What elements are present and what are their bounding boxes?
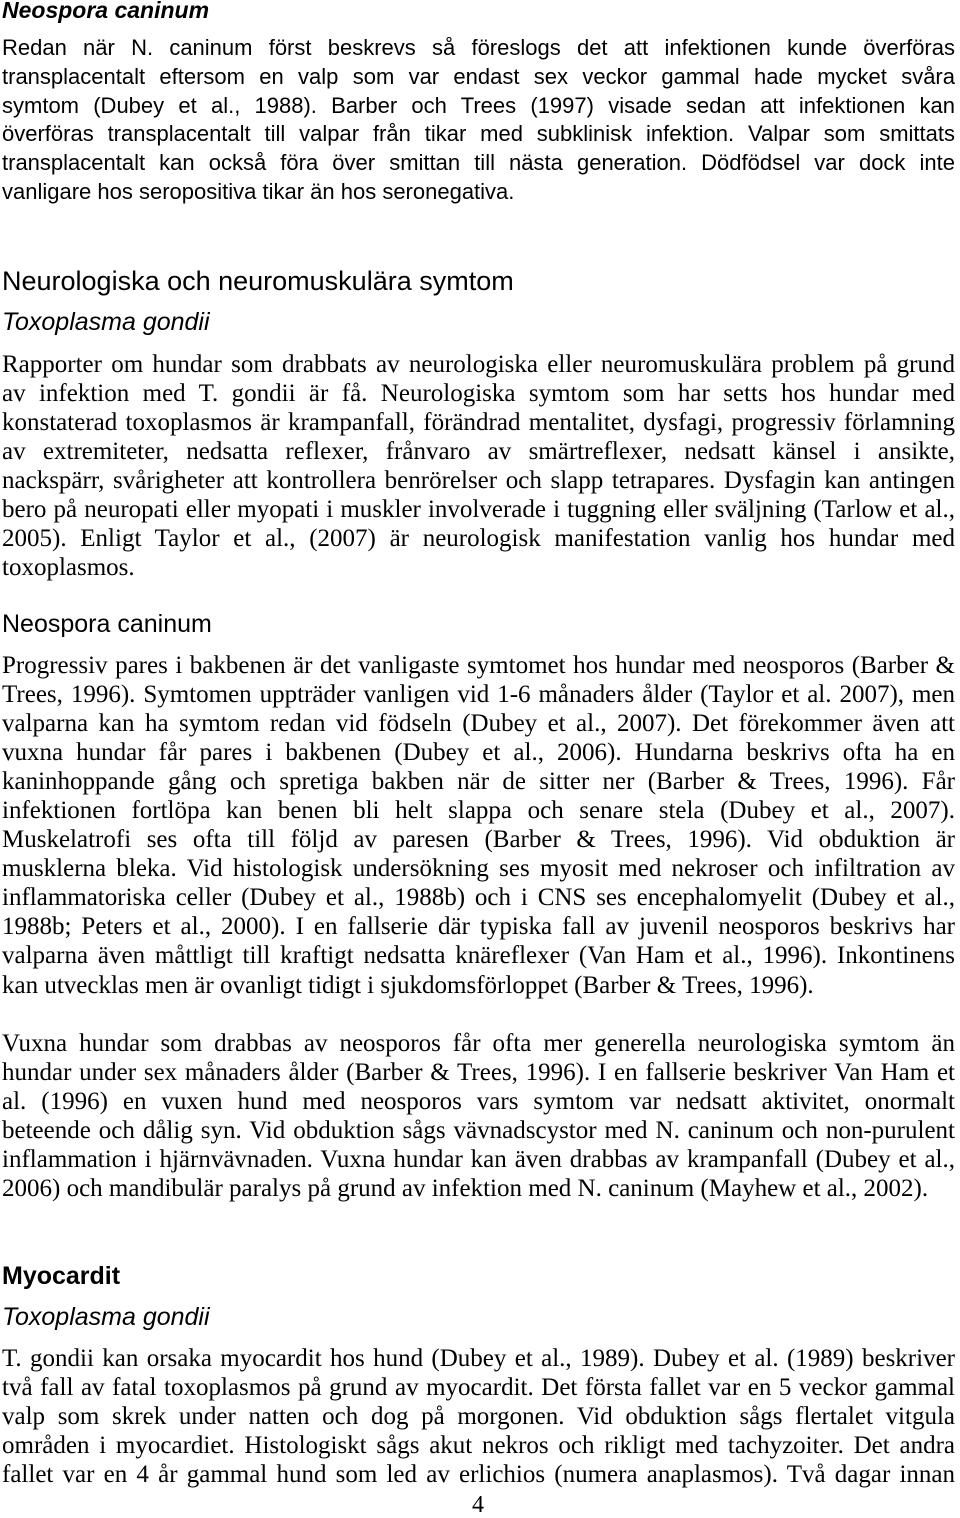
text-line: konstaterad toxoplasmos är krampanfall, förändrad mentalitet, dysfagi, progressiv förlamning xyxy=(2,408,955,436)
text-line: valparna kan ha symtom redan vid födseln (Dubey et al., 2007). Det förekommer även att xyxy=(2,709,955,737)
text-line: 1988b; Peters et al., 2000). I en fallserie där typiska fall av juvenil neosporos beskrivs har xyxy=(2,913,955,941)
section-heading-neurological-symptoms: Neurologiska och neuromuskulära symtom xyxy=(2,266,514,296)
text-line: två fall av fatal toxoplasmos på grund av myocardit. Det första fallet var en 5 veckor gammal xyxy=(2,1373,955,1401)
text-line: kaninhoppande gång och spretiga bakben när de sitter ner (Barber & Trees, 1996). Får xyxy=(2,767,955,795)
text-line: toxoplasmos. xyxy=(2,554,135,582)
text-line: infektionen fortlöpa kan benen bli helt slappa och senare stela (Dubey et al., 2007). xyxy=(2,796,955,824)
text-line: musklerna bleka. Vid histologisk undersökning ses myosit med nekroser och infiltration av xyxy=(2,855,955,883)
text-line: hundar under sex månaders ålder (Barber & Trees, 1996). I en fallserie beskriver Van Ham et xyxy=(2,1058,955,1086)
text-line: vanligare hos seropositiva tikar än hos seronegativa. xyxy=(2,178,515,204)
text-line: av extremiteter, nedsatta reflexer, frånvaro av smärtreflexer, nedsatt känsel i ansikte, xyxy=(2,437,955,465)
text-line: områden i myocardiet. Histologiskt sågs akut nekros och rikligt med tachyzoiter. Det andra xyxy=(2,1431,955,1459)
text-line: valp som skrek under natten och dog på morgonen. Vid obduktion sågs flertalet vitgula xyxy=(2,1402,955,1430)
text-line: 2006) och mandibulär paralys på grund av infektion med N. caninum (Mayhew et al., 2002). xyxy=(2,1174,929,1202)
text-line: överföras transplacentalt till valpar från tikar med subklinisk infektion. Valpar som smittats xyxy=(2,121,955,147)
text-line: Progressiv pares i bakbenen är det vanligaste symtomet hos hundar med neosporos (Barber & xyxy=(2,651,955,679)
paragraph-transplacental-transmission xyxy=(2,34,955,207)
text-line: Rapporter om hundar som drabbats av neurologiska eller neuromuskulära problem på grund xyxy=(2,350,955,378)
page-number: 4 xyxy=(472,1492,484,1518)
text-line: bero på neuropati eller myopati i muskler involverade i tuggning eller sväljning (Tarlow et al., xyxy=(2,495,955,523)
subheading-neospora-caninum: Neospora caninum xyxy=(2,610,212,638)
text-line: Trees, 1996). Symtomen uppträder vanligen vid 1-6 månaders ålder (Taylor et al. 2007), men xyxy=(2,680,955,708)
text-line: al. (1996) en vuxen hund med neosporos vars symtom var nedsatt aktivitet, onormalt xyxy=(2,1087,955,1115)
text-line: nackspärr, svårigheter att kontrollera benrörelser och slapp tetrapares. Dysfagin kan antingen xyxy=(2,466,955,494)
paragraph-toxoplasma-neurological xyxy=(2,350,955,583)
text-line: kan utvecklas men är ovanligt tidigt i sjukdomsförloppet (Barber & Trees, 1996). xyxy=(2,971,814,999)
heading-neospora-caninum: Neospora caninum xyxy=(2,0,210,23)
subheading-toxoplasma-gondii: Toxoplasma gondii xyxy=(2,308,210,336)
text-line: valparna även måttligt till kraftigt nedsatta knäreflexer (Van Ham et al., 1996). Inkontinens xyxy=(2,942,955,970)
paragraph-neospora-juvenile xyxy=(2,651,955,1000)
text-line: inflammation i hjärnvävnaden. Vuxna hundar kan även drabbas av krampanfall (Dubey et al., xyxy=(2,1145,955,1173)
section-heading-myocarditis: Myocardit xyxy=(2,1262,121,1290)
text-line: symtom (Dubey et al., 1988). Barber och Trees (1997) visade sedan att infektionen kan xyxy=(2,92,955,118)
subheading-toxoplasma-gondii: Toxoplasma gondii xyxy=(2,1303,210,1331)
text-line: 2005). Enligt Taylor et al., (2007) är neurologisk manifestation vanlig hos hundar med xyxy=(2,525,955,553)
text-line: inflammatoriska celler (Dubey et al., 1988b) och i CNS ses encephalomyelit (Dubey et al., xyxy=(2,884,955,912)
paragraph-toxoplasma-myocarditis xyxy=(2,1344,955,1489)
text-line: T. gondii kan orsaka myocardit hos hund (Dubey et al., 1989). Dubey et al. (1989) beskriver xyxy=(2,1344,955,1372)
text-line: Redan när N. caninum först beskrevs så föreslogs det att infektionen kunde överföras xyxy=(2,35,955,60)
text-line: fallet var en 4 år gammal hund som led av erlichios (numera anaplasmos). Två dagar innan xyxy=(2,1460,955,1488)
text-line: vuxna hundar får pares i bakbenen (Dubey et al., 2006). Hundarna beskrivs ofta ha en xyxy=(2,738,955,766)
text-line: av infektion med T. gondii är få. Neurologiska symtom som har setts hos hundar med xyxy=(2,379,955,407)
text-line: Muskelatrofi ses ofta till följd av paresen (Barber & Trees, 1996). Vid obduktion är xyxy=(2,826,955,854)
text-line: beteende och dålig syn. Vid obduktion sågs vävnadscystor med N. caninum och non-purulent xyxy=(2,1116,955,1144)
paragraph-neospora-adult xyxy=(2,1029,955,1204)
text-line: transplacentalt eftersom en valp som var endast sex veckor gammal hade mycket svåra xyxy=(2,63,955,89)
text-line: transplacentalt kan också föra över smittan till nästa generation. Dödfödsel var dock inte xyxy=(2,150,955,176)
text-line: Vuxna hundar som drabbas av neosporos får ofta mer generella neurologiska symtom än xyxy=(2,1029,955,1057)
